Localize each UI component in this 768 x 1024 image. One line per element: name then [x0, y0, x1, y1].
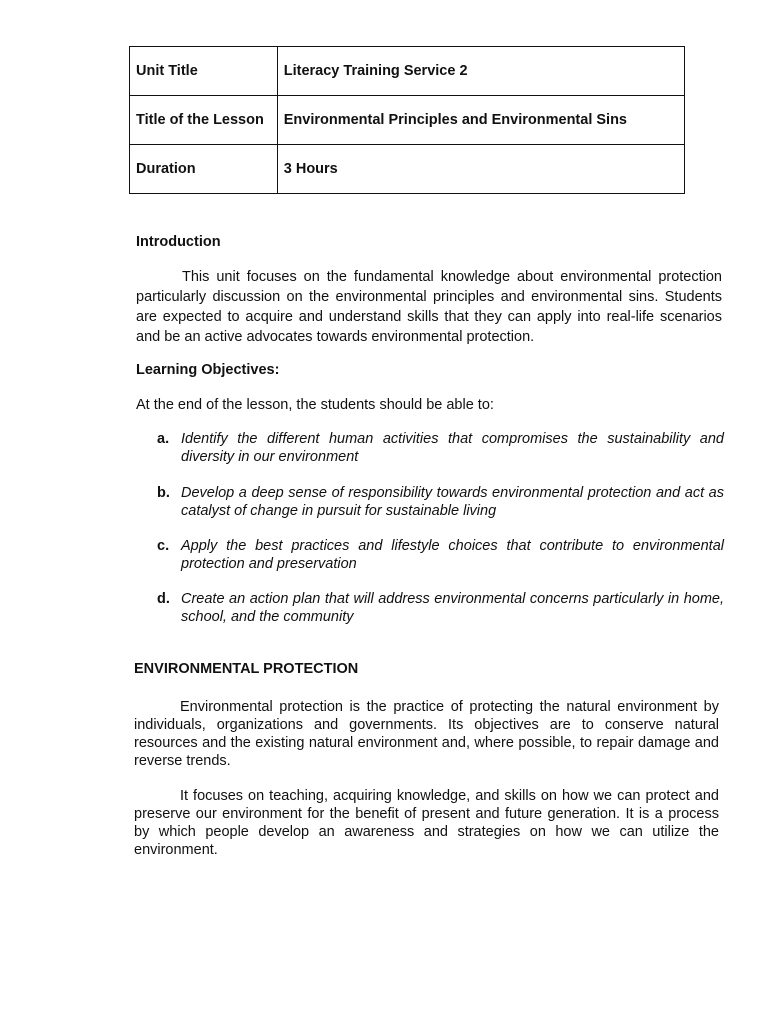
table-row: [130, 145, 685, 194]
introduction-paragraph: This unit focuses on the fundamental knowledge about environmental protection particularly discussion on the environmental principles and environmental sins. Students are expected to acquire and understand skills that they can apply into real-life scenarios and be an active advocates towards environmental protection.: [136, 269, 722, 345]
objective-text: Apply the best practices and lifestyle choices that contribute to environmental protection and preservation: [181, 538, 724, 572]
introduction-heading: Introduction: [136, 234, 221, 250]
objective-text: Create an action plan that will address environmental concerns particularly in home, school, and the community: [181, 591, 724, 625]
objective-letter: c.: [157, 538, 170, 554]
lesson-title-value: Environmental Principles and Environmental Sins: [277, 96, 684, 145]
environmental-protection-paragraph: It focuses on teaching, acquiring knowledge, and skills on how we can protect and preserve our environment for the benefit of present and future generation. It is a process by which people develop an awareness and strategies on how we can utilize the environment.: [134, 788, 719, 858]
unit-title-label: Unit Title: [130, 47, 278, 96]
table-row: [130, 47, 685, 96]
objectives-lead-text: At the end of the lesson, the students should be able to:: [136, 397, 494, 413]
objective-letter: a.: [157, 431, 170, 447]
lesson-info-table: [129, 46, 685, 194]
objective-item: [157, 430, 724, 466]
lesson-title-label: Title of the Lesson: [130, 96, 278, 145]
objective-item: [157, 537, 724, 573]
environmental-protection-paragraph: Environmental protection is the practice of protecting the natural environment by individuals, organizations and governments. Its objectives are to conserve natural resources and the existing natural environment and, where possible, to repair damage and reverse trends.: [134, 699, 719, 769]
duration-label: Duration: [130, 145, 278, 194]
objective-item: [157, 590, 724, 626]
environmental-protection-heading: ENVIRONMENTAL PROTECTION: [134, 661, 359, 677]
learning-objectives-heading: Learning Objectives:: [136, 362, 280, 378]
objective-text: Develop a deep sense of responsibility towards environmental protection and act as catalyst of change in pursuit for sustainable living: [181, 485, 724, 519]
unit-title-value: Literacy Training Service 2: [277, 47, 684, 96]
objective-item: [157, 484, 724, 520]
objective-letter: b.: [157, 485, 170, 501]
duration-value: 3 Hours: [277, 145, 684, 194]
objective-letter: d.: [157, 591, 170, 607]
table-row: [130, 96, 685, 145]
objective-text: Identify the different human activities that compromises the sustainability and diversity in our environment: [181, 431, 724, 465]
